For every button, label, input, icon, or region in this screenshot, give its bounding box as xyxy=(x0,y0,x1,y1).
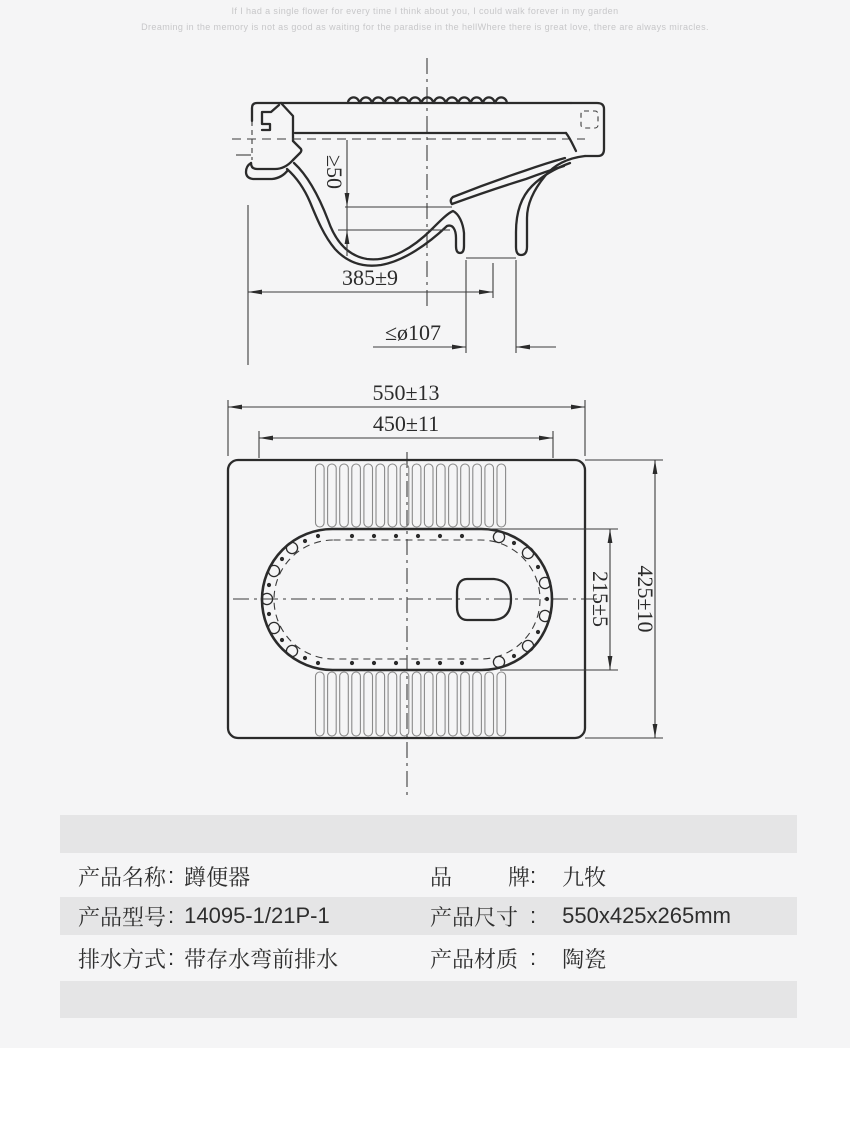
spec-row xyxy=(60,938,797,978)
arrowhead xyxy=(571,405,585,410)
arrowhead xyxy=(479,290,493,295)
rinse-hole-small xyxy=(460,534,464,538)
rinse-hole-small xyxy=(394,661,398,665)
rib-slot xyxy=(352,672,361,736)
spec-value: 带存水弯前排水 xyxy=(184,946,339,972)
spec-cell xyxy=(60,861,430,892)
antislip-ribs-bottom xyxy=(316,672,506,736)
rinse-hole xyxy=(286,542,297,553)
rinse-hole-small xyxy=(316,661,320,665)
arrowhead xyxy=(516,345,530,350)
rinse-hole-small xyxy=(350,661,354,665)
dim-outlet-diameter: ≤ø107 xyxy=(384,320,442,345)
rib-slot xyxy=(412,672,421,736)
rib-slot xyxy=(497,672,506,736)
spec-label: 产品名称 xyxy=(78,864,167,890)
rib-slot xyxy=(485,672,494,736)
rinse-hole xyxy=(268,565,279,576)
rinse-hole xyxy=(493,656,504,667)
rib-slot xyxy=(316,672,325,736)
rib-slot xyxy=(340,464,349,527)
rinse-hole xyxy=(268,622,279,633)
spec-label: 品牌 xyxy=(430,864,530,890)
rinse-hole-small xyxy=(267,612,271,616)
spec-label: 产品型号 xyxy=(78,904,167,930)
spec-cell xyxy=(430,901,797,932)
rib-slot xyxy=(437,464,446,527)
trap-upper-wall-b xyxy=(452,166,564,204)
rinse-hole-small xyxy=(303,656,307,660)
table-bottom-band xyxy=(60,981,797,1018)
spec-label: 产品材质 xyxy=(430,946,519,972)
arrowhead xyxy=(608,529,613,543)
rib-slot xyxy=(376,464,385,527)
arrowhead xyxy=(653,724,658,738)
platform-top xyxy=(252,103,571,121)
bowl-section xyxy=(287,163,464,266)
hook-edge xyxy=(281,103,293,141)
rib-slot xyxy=(461,672,470,736)
dim-front-distance: 385±9 xyxy=(341,265,399,290)
rinse-hole xyxy=(286,645,297,656)
dim-bowl-height: 215±5 xyxy=(588,570,613,628)
table-top-band xyxy=(60,815,797,853)
trap-upper-wall-a xyxy=(453,158,565,197)
dim-platform-width: 450±11 xyxy=(372,411,440,436)
rinse-hole-small xyxy=(460,661,464,665)
rinse-hole-small xyxy=(316,534,320,538)
rinse-hole-small xyxy=(372,534,376,538)
spec-row xyxy=(60,856,797,896)
rib-slot xyxy=(449,464,458,527)
spec-colon: : xyxy=(530,903,537,928)
rib-slot xyxy=(449,672,458,736)
arrowhead xyxy=(608,656,613,670)
arrowhead xyxy=(345,230,350,244)
rib-slot xyxy=(424,672,433,736)
antislip-ribs-top xyxy=(316,464,506,527)
spec-label: 排水方式 xyxy=(78,946,167,972)
rinse-hole-small xyxy=(438,661,442,665)
spec-colon: : xyxy=(168,903,175,928)
rib-slot xyxy=(316,464,325,527)
rib-slot xyxy=(473,464,482,527)
spec-value: 蹲便器 xyxy=(184,864,251,890)
dim-seal-depth: ≥50 xyxy=(322,154,347,190)
arrowhead xyxy=(228,405,242,410)
rib-slot xyxy=(497,464,506,527)
dim-overall-width: 550±13 xyxy=(372,380,440,405)
hook-notch xyxy=(262,105,279,130)
rib-slot xyxy=(412,464,421,527)
arrowhead xyxy=(653,460,658,474)
rib-slot xyxy=(352,464,361,527)
spec-colon: : xyxy=(168,863,175,888)
rib-slot xyxy=(388,464,397,527)
rib-slot xyxy=(364,464,373,527)
rinse-hole-small xyxy=(512,654,516,658)
rinse-hole-small xyxy=(350,534,354,538)
arrowhead xyxy=(345,193,350,207)
junction-line xyxy=(566,133,576,151)
rib-slot xyxy=(376,672,385,736)
spec-colon: : xyxy=(168,945,175,970)
rinse-hole-small xyxy=(536,565,540,569)
rinse-hole-small xyxy=(512,541,516,545)
rinse-hole-small xyxy=(267,583,271,587)
header-line-1: If I had a single flower for every time I think about you, I could walk forever in my garden xyxy=(231,6,619,16)
spec-colon: : xyxy=(530,863,537,888)
rinse-hole xyxy=(522,547,533,558)
spec-label: 产品尺寸 xyxy=(430,904,519,930)
rib-slot xyxy=(437,672,446,736)
rib-slot xyxy=(340,672,349,736)
spec-cell xyxy=(60,901,430,932)
rib-slot xyxy=(424,464,433,527)
rib-slot xyxy=(328,672,337,736)
spec-row xyxy=(60,897,797,935)
top-view-drawing xyxy=(228,380,663,795)
rib-slot xyxy=(485,464,494,527)
spec-value: 14095-1/21P-1 xyxy=(184,903,330,928)
rinse-hole-small xyxy=(536,630,540,634)
spec-cell xyxy=(430,943,797,974)
dim-overall-depth: 425±10 xyxy=(633,565,658,633)
spec-value: 550x425x265mm xyxy=(562,903,731,928)
arrowhead xyxy=(452,345,466,350)
spec-cell xyxy=(60,943,430,974)
arrowhead xyxy=(259,436,273,441)
spec-colon: : xyxy=(530,945,537,970)
hook-point xyxy=(293,141,301,160)
rib-slot xyxy=(461,464,470,527)
rinse-hole-small xyxy=(280,638,284,642)
header-line-2: Dreaming in the memory is not as good as waiting for the paradise in the hellWhere there is great love, there are always miracles. xyxy=(141,22,709,32)
rinse-hole xyxy=(522,640,533,651)
arrowhead xyxy=(248,290,262,295)
rib-slot xyxy=(473,672,482,736)
arrowhead xyxy=(539,436,553,441)
spec-cell xyxy=(430,861,797,892)
rinse-hole-small xyxy=(416,534,420,538)
rinse-hole xyxy=(493,531,504,542)
rinse-hole-small xyxy=(303,539,307,543)
rinse-hole-small xyxy=(545,597,549,601)
footer-whitespace xyxy=(0,1048,850,1129)
rib-slot xyxy=(364,672,373,736)
rinse-hole-small xyxy=(394,534,398,538)
hook-lip-top xyxy=(251,160,293,169)
hidden-bolt-hole xyxy=(581,111,598,128)
rinse-hole-small xyxy=(416,661,420,665)
rib-slot xyxy=(328,464,337,527)
side-view-drawing xyxy=(232,58,604,365)
rib-slot xyxy=(388,672,397,736)
rinse-hole-small xyxy=(438,534,442,538)
spec-value: 陶瓷 xyxy=(562,946,607,972)
rinse-hole-small xyxy=(280,557,284,561)
rinse-hole-small xyxy=(372,661,376,665)
spec-value: 九牧 xyxy=(562,864,607,890)
